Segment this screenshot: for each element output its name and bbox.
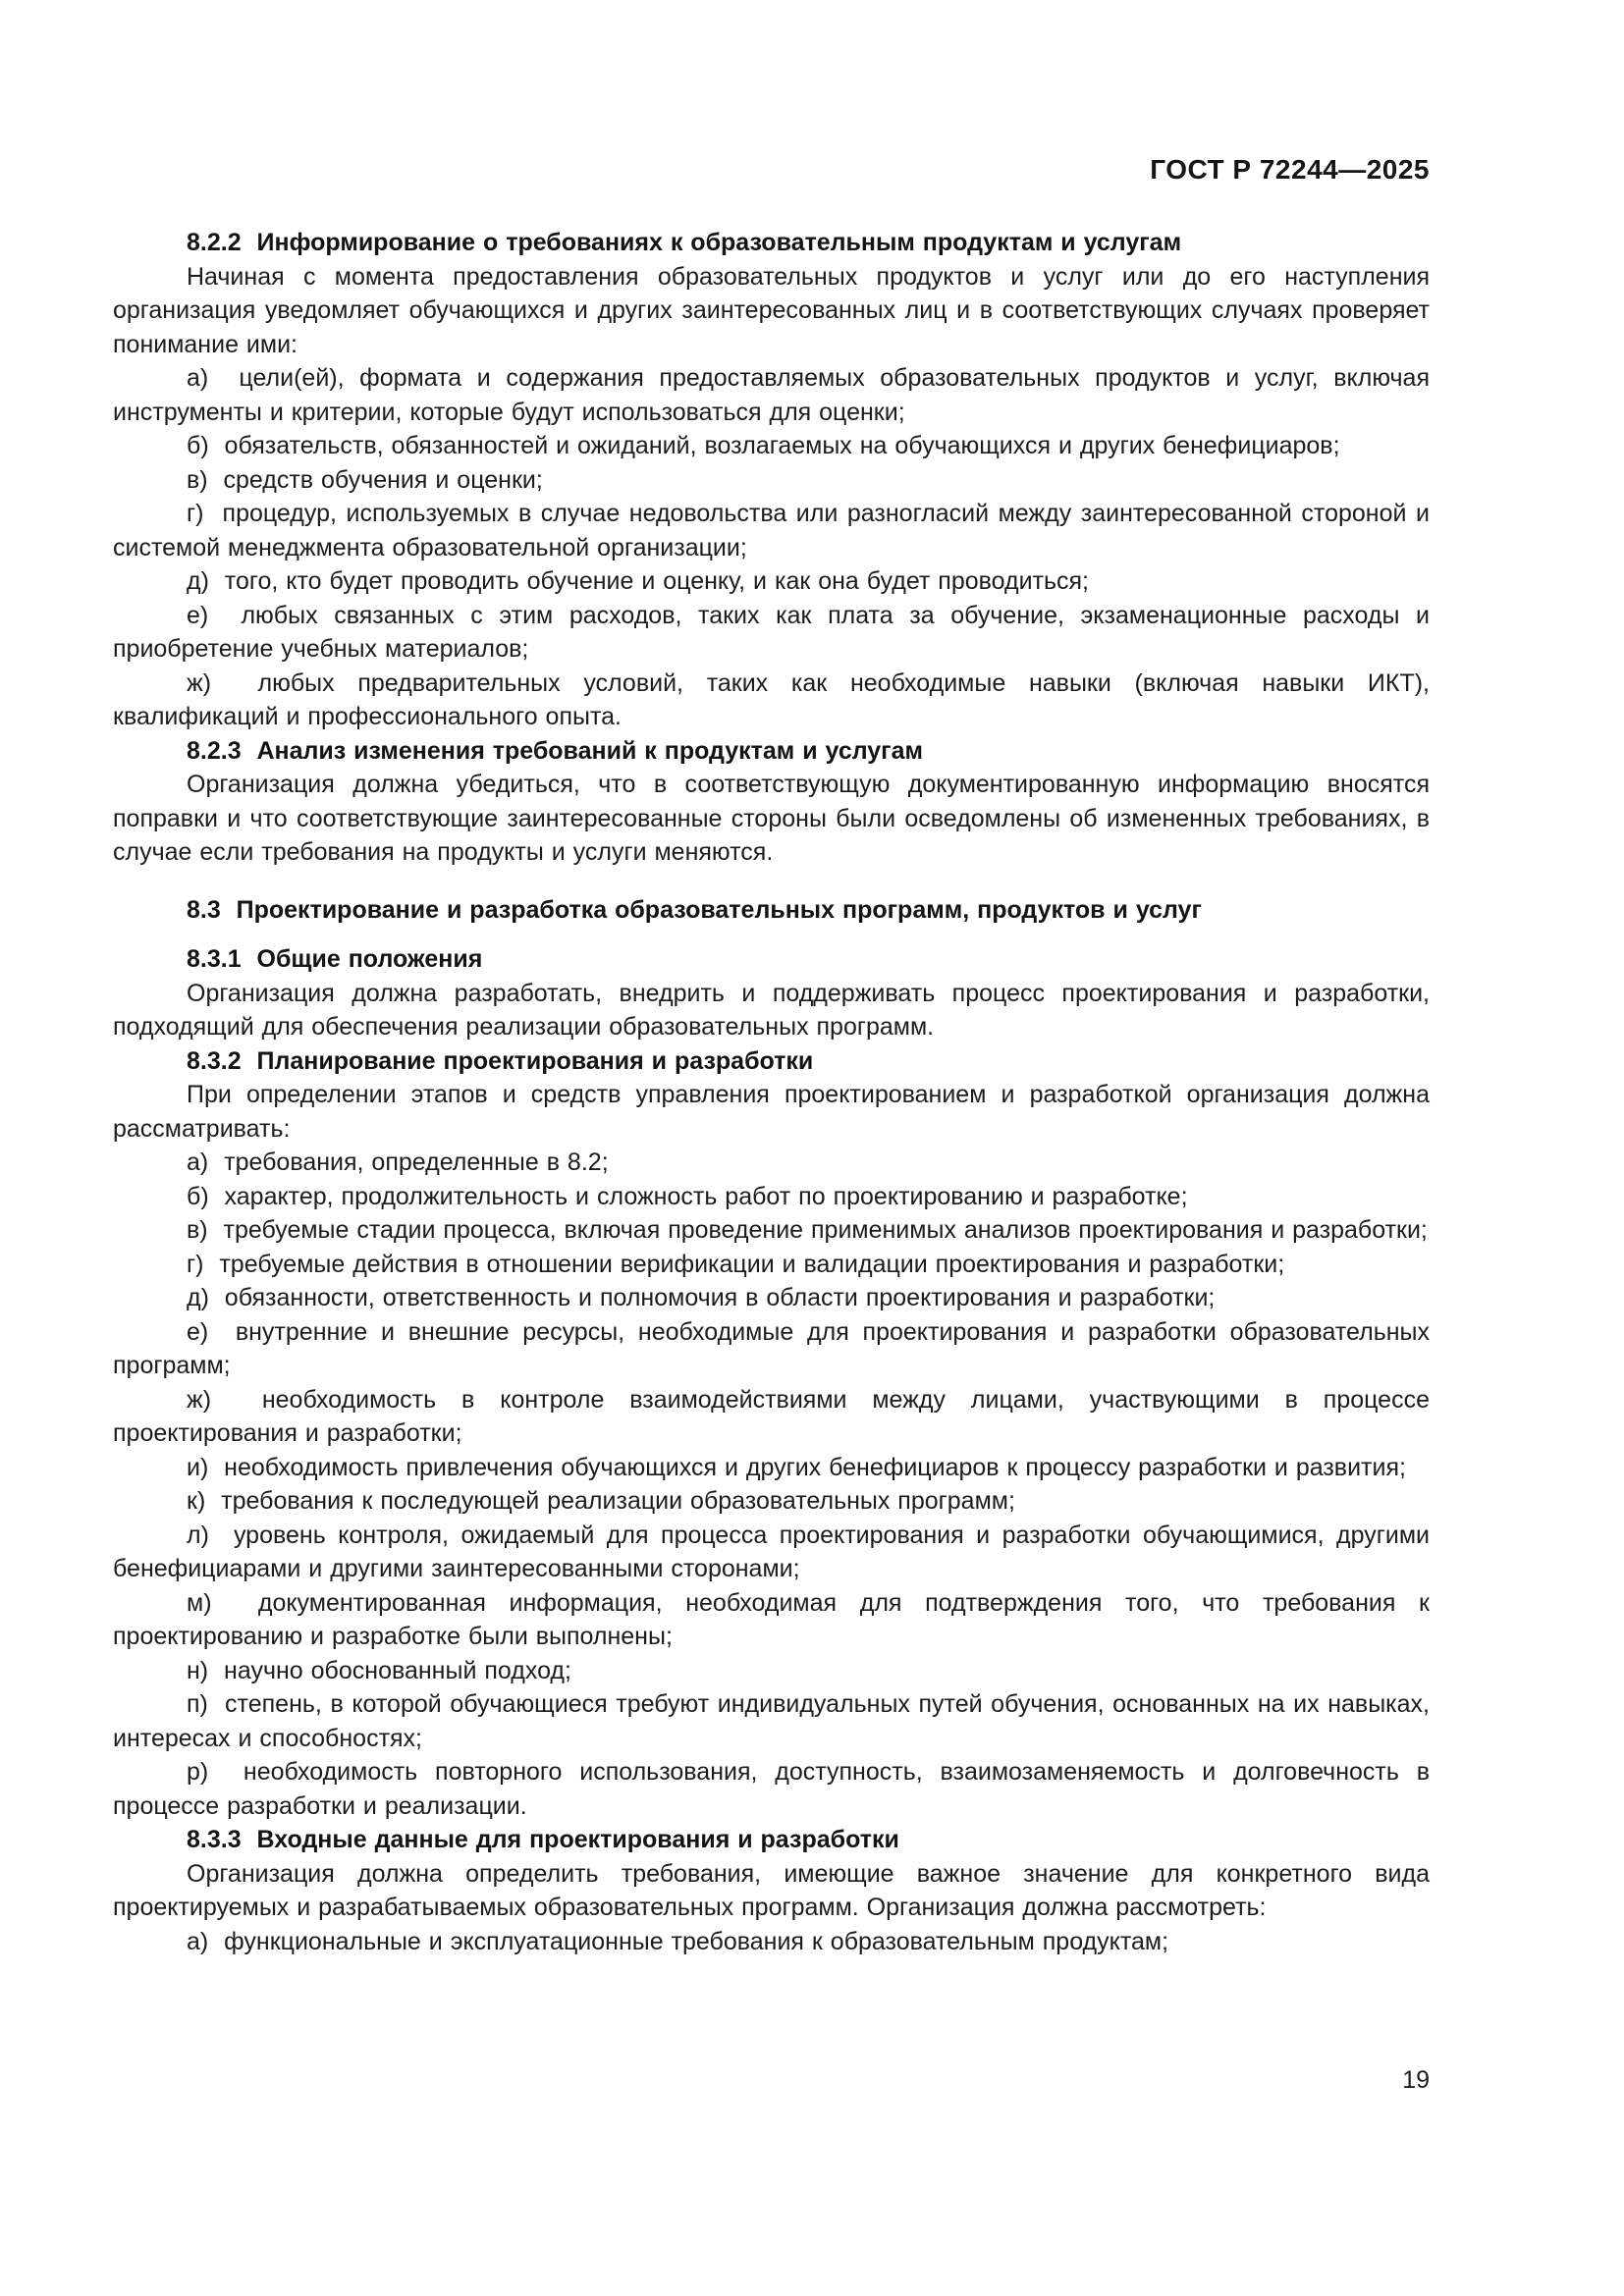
subsection-heading: 8.3.1 Общие положения [187, 945, 483, 973]
list-item: д) обязанности, ответственность и полномочия в области проектирования и разработки; [187, 1284, 1216, 1311]
running-header-doc-code: ГОСТ Р 72244—2025 [1150, 154, 1430, 185]
subsection-heading: 8.2.2 Информирование о требованиях к образовательным продуктам и услугам [187, 229, 1182, 256]
list-item: к) требования к последующей реализации образовательных программ; [187, 1487, 1015, 1515]
list-item: г) требуемые действия в отношении верификации и валидации проектирования и разработки; [187, 1250, 1285, 1278]
subsection-heading: 8.3.2 Планирование проектирования и разработки [187, 1046, 814, 1075]
list-item: в) средств обучения и оценки; [187, 465, 543, 494]
list-item: г) процедур, используемых в случае недовольства или разногласий между заинтересованной стороной и системой менеджмента образовательной организации; [113, 500, 1430, 561]
paragraph: Начиная с момента предоставления образовательных продуктов и услуг или до его наступления организация уведомляет обучающихся и других заинтересованных лиц и в соответствующих случаях проверяет понимание ими: [113, 262, 1430, 358]
list-item: а) требования, определенные в 8.2; [187, 1148, 609, 1176]
paragraph: При определении этапов и средств управления проектированием и разработкой организация должна рассматривать: [113, 1081, 1430, 1143]
list-item: м) документированная информация, необходимая для подтверждения того, что требования к проектированию и разработке были выполнены; [113, 1588, 1430, 1650]
paragraph: Организация должна определить требования, имеющие важное значение для конкретного вида проектируемых и разрабатываемых образовательных программ. Организация должна рассмотреть: [113, 1859, 1430, 1921]
list-item: а) функциональные и эксплуатационные требования к образовательным продуктам; [187, 1927, 1169, 1955]
page-number: 19 [1402, 2066, 1430, 2094]
list-item: п) степень, в которой обучающиеся требуют индивидуальных путей обучения, основанных на их навыках, интересах и способностях; [113, 1690, 1430, 1752]
list-item: е) внутренние и внешние ресурсы, необходимые для проектирования и разработки образовательных программ; [113, 1317, 1430, 1379]
list-item: ж) любых предварительных условий, таких как необходимые навыки (включая навыки ИКТ), квалификаций и профессионального опыта. [113, 668, 1430, 730]
list-item: а) цели(ей), формата и содержания предоставляемых образовательных продуктов и услуг, включая инструменты и критерии, которые будут использоваться для оценки; [113, 364, 1430, 426]
list-item: л) уровень контроля, ожидаемый для процесса проектирования и разработки обучающимися, другими бенефициарами и другими заинтересованными сторонами; [113, 1521, 1430, 1582]
subsection-heading: 8.2.3 Анализ изменения требований к продуктам и услугам [187, 736, 923, 765]
list-item: б) характер, продолжительность и сложность работ по проектированию и разработке; [187, 1182, 1188, 1210]
list-item: е) любых связанных с этим расходов, таких как плата за обучение, экзаменационные расходы и приобретение учебных материалов; [113, 601, 1430, 663]
list-item: д) того, кто будет проводить обучение и оценку, и как она будет проводиться; [187, 567, 1089, 595]
list-item: ж) необходимость в контроле взаимодействиями между лицами, участвующими в процессе проектирования и разработки; [113, 1385, 1430, 1447]
document-body [113, 226, 1430, 1958]
section-heading: 8.3 Проектирование и разработка образовательных программ, продуктов и услуг [187, 895, 1202, 924]
paragraph: Организация должна убедиться, что в соответствующую документированную информацию вносятся поправки и что соответствующие заинтересованные стороны были осведомлены об измененных требованиях, в случае если требования на продукты и услуги меняются. [113, 771, 1430, 866]
list-item: в) требуемые стадии процесса, включая проведение применимых анализов проектирования и разработки; [187, 1216, 1428, 1244]
subsection-heading: 8.3.3 Входные данные для проектирования и разработки [187, 1826, 899, 1853]
list-item: и) необходимость привлечения обучающихся и других бенефициаров к процессу разработки и развития; [187, 1453, 1406, 1481]
list-item: р) необходимость повторного использования, доступность, взаимозаменяемость и долговечность в процессе разработки и реализации. [113, 1758, 1430, 1820]
list-item: н) научно обоснованный подход; [187, 1656, 571, 1684]
paragraph: Организация должна разработать, внедрить и поддерживать процесс проектирования и разработки, подходящий для обеспечения реализации образовательных программ. [113, 979, 1430, 1041]
list-item: б) обязательств, обязанностей и ожиданий, возлагаемых на обучающихся и других бенефициаров; [187, 432, 1340, 459]
